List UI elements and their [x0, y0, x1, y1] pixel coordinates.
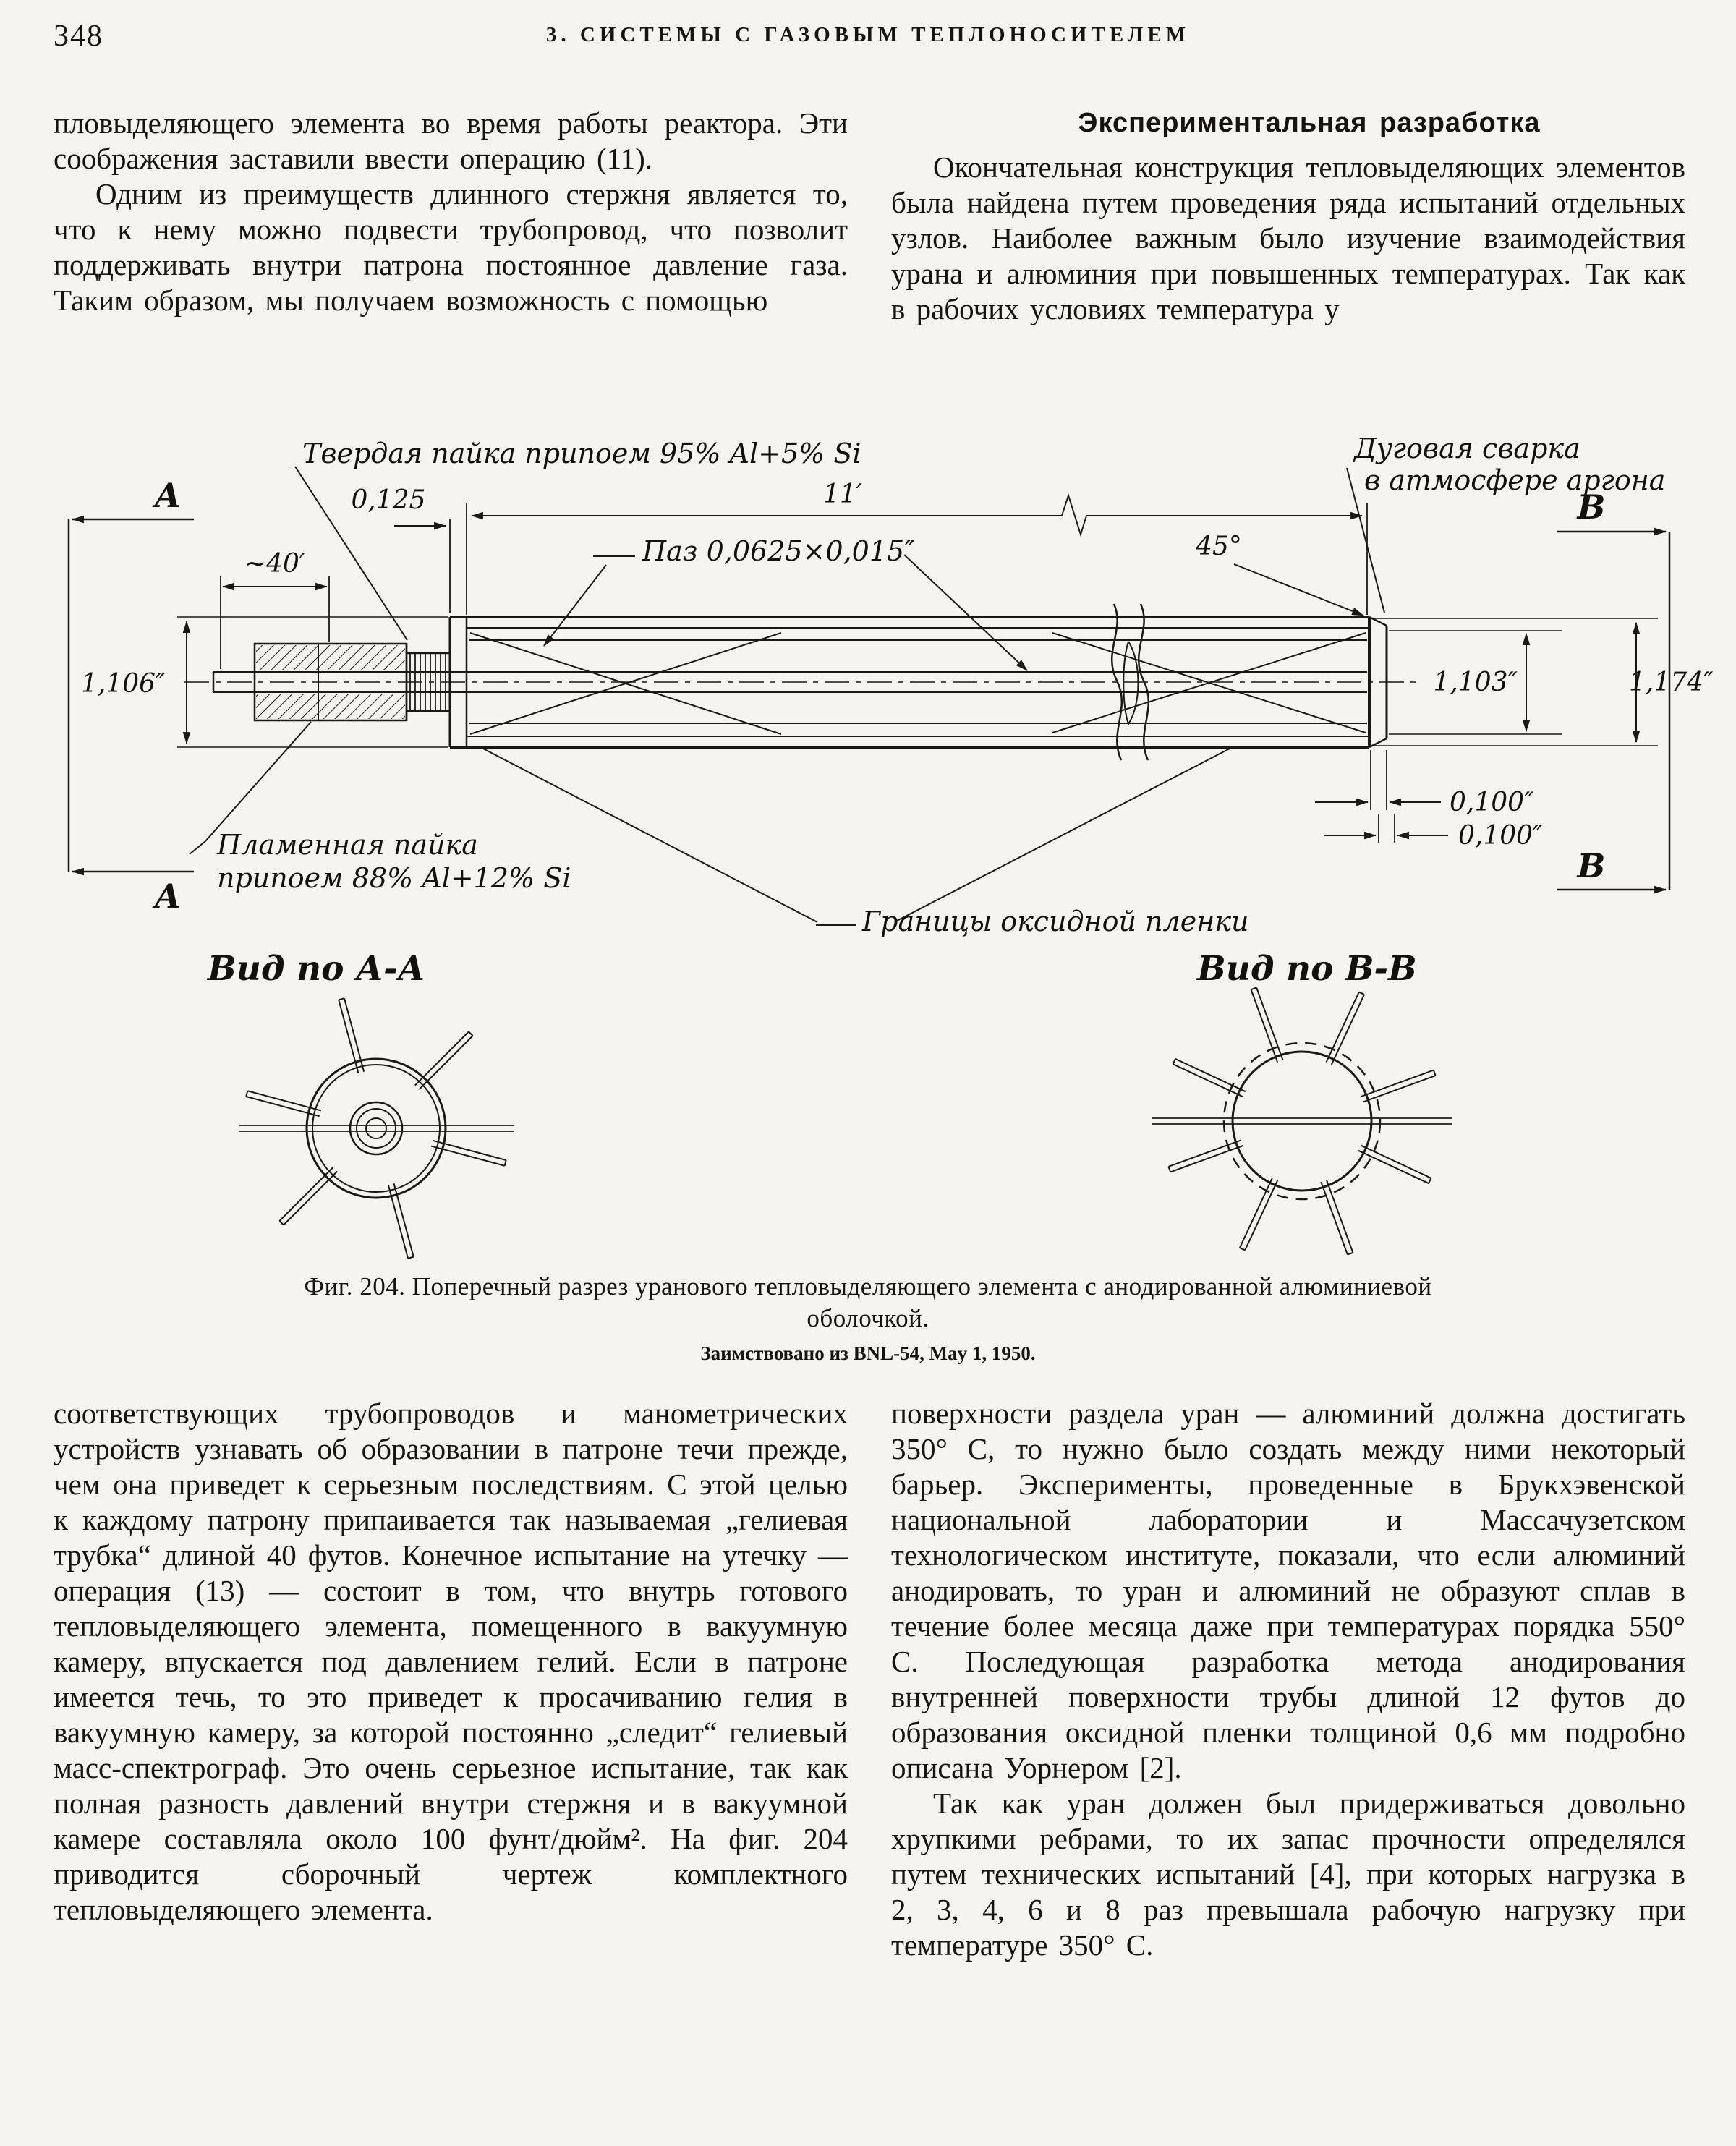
- running-head: 3. СИСТЕМЫ С ГАЗОВЫМ ТЕПЛОНОСИТЕЛЕМ: [545, 23, 1191, 46]
- fuel-rod-body: [184, 617, 1418, 747]
- figure-caption: [109, 1271, 1628, 1334]
- label-oxide-film: Границы оксидной пленки: [862, 906, 1249, 937]
- figure-caption-line-2: оболочкой.: [807, 1304, 929, 1332]
- top-right-column: [891, 106, 1685, 327]
- view-bb-section: [1152, 949, 1452, 1255]
- view-aa-title: Вид по А-А: [208, 949, 425, 989]
- paragraph: пловыделяющего элемента во время работы реактора. Эти соображения заставили ввести операцию (11).: [54, 106, 848, 175]
- dim-11ft: 11′: [823, 480, 862, 509]
- dim-0100-top: 0,100″: [1450, 788, 1534, 817]
- label-hard-solder: Твердая пайка припоем 95% Al+5% Si: [302, 438, 861, 469]
- section-label-b-top: B: [1577, 487, 1606, 527]
- label-arc-weld-2: в атмосфере аргона: [1364, 464, 1666, 496]
- bottom-right-column: [891, 1396, 1685, 1963]
- bottom-left-column: [54, 1396, 848, 1928]
- section-label-a-top: A: [155, 476, 181, 515]
- label-45deg: 45°: [1196, 532, 1242, 561]
- section-label-a-bottom: A: [155, 877, 181, 916]
- section-label-b-bottom: B: [1577, 846, 1606, 885]
- paragraph: Так как уран должен был придерживаться довольно хрупкими ребрами, то их запас прочности определялся путем технических испытаний [4], при которых нагрузка в 2, 3, 4, 6 и 8 раз превышала рабочую нагрузку при температуре 350° C.: [891, 1787, 1685, 1962]
- dim-0125: 0,125: [351, 485, 426, 515]
- dim-40ft: ~40′: [244, 549, 306, 579]
- label-flame-solder-1: Пламенная пайка: [217, 829, 478, 861]
- paragraph: Одним из преимуществ длинного стержня является то, что к нему можно подвести трубопровод, что позволит поддерживать внутри патрона постоянное давление газа. Таким образом, мы получаем возможность с помощью: [54, 177, 848, 317]
- paragraph: поверхности раздела уран — алюминий должна достигать 350° C, то нужно было создать между ними некоторый барьер. Эксперименты, проведенные в Брукхэвенской национальной лаборатории и Массачузетском технологическом институте, показали, что если алюминий анодировать, то уран и алюминий не образуют сплав в течение более месяца даже при температурах порядка 550° C. Последующая разработка метода анодирования внутренней поверхности трубы длиной 12 футов до образования оксидной пленки толщиной 0,6 мм подробно описана Уорнером [2].: [891, 1397, 1685, 1784]
- view-aa-section: [206, 949, 514, 1259]
- paragraph: соответствующих трубопроводов и манометрических устройств узнавать об образовании в патроне течи прежде, чем она приведет к серьезным последствиям. С этой целью к каждому патрону припаивается так называемая „гелиевая трубка“ длиной 40 футов. Конечное испытание на утечку — операция (13) — состоит в том, что внутрь готового тепловыделяющего элемента, помещенного в вакуумную камеру, впускается под давлением гелий. Если в патроне имеется течь, то это приведет к просачиванию гелия в вакуумную камеру, за которой постоянно „следит“ гелиевый масс-спектрограф. Это очень серьезное испытание, так как полная разность давлений внутри стержня и в вакуумной камере составляла около 100 фунт/дюйм². На фиг. 204 приводится сборочный чертеж комплектного тепловыделяющего элемента.: [54, 1397, 848, 1926]
- figure-caption-line-1: Фиг. 204. Поперечный разрез уранового тепловыделяющего элемента с анодированной алюминиевой: [304, 1272, 1432, 1300]
- top-left-column: [54, 106, 848, 318]
- dim-1174: 1,174″: [1629, 668, 1714, 697]
- label-flame-solder-2: припоем 88% Al+12% Si: [217, 862, 571, 894]
- view-bb-title: Вид по В-В: [1197, 949, 1417, 989]
- paragraph: Окончательная конструкция тепловыделяющих элементов была найдена путем проведения ряда испытаний отдельных узлов. Наиболее важным было изучение взаимодействия урана и алюминия при повышенных температурах. Так как в рабочих условиях температура у: [891, 150, 1685, 325]
- page-number: 348: [54, 20, 103, 53]
- dim-1103: 1,103″: [1433, 668, 1518, 697]
- section-heading: Экспериментальная разработка: [1078, 108, 1541, 138]
- figure-204-drawing: [0, 423, 1736, 1269]
- figure-source: Заимствовано из BNL-54, May 1, 1950.: [700, 1342, 1036, 1364]
- label-arc-weld-1: Дуговая сварка: [1354, 433, 1580, 464]
- dim-0100-bottom: 0,100″: [1458, 821, 1543, 851]
- figure-204: [0, 423, 1736, 1269]
- label-groove: Паз 0,0625×0,015″: [642, 535, 915, 567]
- dim-1106: 1,106″: [81, 669, 166, 699]
